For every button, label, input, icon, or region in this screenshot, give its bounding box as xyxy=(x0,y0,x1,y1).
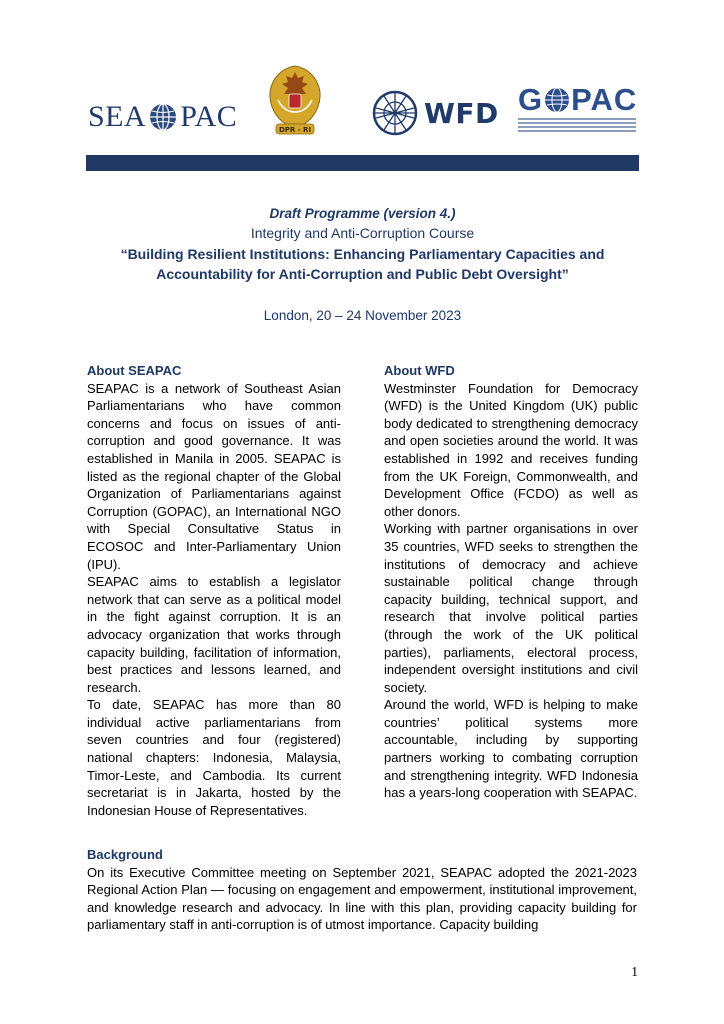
dateline: London, 20 – 24 November 2023 xyxy=(263,308,462,323)
gopac-logo xyxy=(518,84,640,134)
about-wfd-paragraph: Working with partner organisations in over 35 countries, WFD seeks to strengthen the institutions of democracy and achieve sustainable political change through capacity building, technical support, and research that involve political parties (through the work of the UK political parties), parliaments, electoral process, independent oversight institutions and civil society. xyxy=(384,521,638,695)
garuda-emblem-icon xyxy=(264,64,326,138)
title-line-2: Accountability for Anti-Corruption and Public Debt Oversight” xyxy=(156,266,569,282)
about-wfd-heading: About WFD xyxy=(384,363,455,378)
document-header xyxy=(86,206,639,324)
title-line-1: “Building Resilient Institutions: Enhancing Parliamentary Capacities and xyxy=(120,246,605,262)
background-section xyxy=(87,846,637,934)
seapac-logo-right: PAC xyxy=(180,100,238,133)
logo-row xyxy=(86,64,639,144)
gopac-globe-icon xyxy=(544,87,570,113)
draft-label: Draft Programme (version 4.) xyxy=(269,206,456,221)
seapac-logo xyxy=(88,100,237,134)
about-wfd-section xyxy=(384,362,638,802)
gopac-tagline-lines xyxy=(518,118,640,132)
gopac-logo-g: G xyxy=(518,82,544,117)
background-heading: Background xyxy=(87,847,163,862)
about-seapac-paragraph: To date, SEAPAC has more than 80 individual active parliamentarians from seven countries and four (registered) national chapters: Indonesia, Malaysia, Timor-Leste, and Cambodia. Its current secretariat is in Jakarta, hosted by the Indonesian House of Representatives. xyxy=(87,697,341,818)
wfd-logo-text: WFD xyxy=(424,96,499,130)
wfd-globe-icon xyxy=(372,90,418,136)
about-seapac-paragraph: SEAPAC is a network of Southeast Asian Parliamentarians who have common concerns and focus on issues of anti-corruption and good governance. It was established in Manila in 2005. SEAPAC is listed as the regional chapter of the Global Organization of Parliamentarians against Corruption (GOPAC), an International NGO with Special Consultative Status in ECOSOC and Inter-Parliamentary Union (IPU). xyxy=(87,380,341,572)
about-seapac-section xyxy=(87,362,341,819)
page-number: 1 xyxy=(631,964,638,979)
wfd-logo xyxy=(372,90,499,136)
background-paragraph: On its Executive Committee meeting on September 2021, SEAPAC adopted the 2021-2023 Regional Action Plan — focusing on engagement and empowerment, institutional improvement, and knowledge research and advocacy. In line with this plan, providing capacity building for parliamentary staff in anti-corruption is of utmost importance. Capacity building xyxy=(87,864,637,933)
dpr-label: DPR - RI xyxy=(278,126,312,134)
document-title xyxy=(86,244,639,284)
gopac-logo-rest: PAC xyxy=(571,82,638,117)
dpr-emblem-logo xyxy=(264,64,326,138)
about-seapac-heading: About SEAPAC xyxy=(87,363,182,378)
about-seapac-paragraph: SEAPAC aims to establish a legislator network that can serve as a political model in the fight against corruption. It is an advocacy organization that works through capacity building, facilitation of information, best practices and lessons learned, and research. xyxy=(87,574,341,695)
course-name: Integrity and Anti-Corruption Course xyxy=(250,225,475,241)
about-wfd-paragraph: Westminster Foundation for Democracy (WFD) is the United Kingdom (UK) public body dedicated to strengthening democracy and open societies around the world. It was established in 1992 and receives funding from the UK Foreign, Commonwealth, and Development Office (FCDO) as well as other donors. xyxy=(384,380,638,519)
header-divider-bar xyxy=(86,155,639,171)
about-wfd-paragraph: Around the world, WFD is helping to make countries’ political systems more accountable, including by supporting partners working to combating corruption and strengthening integrity. WFD Indonesia has a years-long cooperation with SEAPAC. xyxy=(384,697,638,801)
globe-icon xyxy=(148,102,178,132)
seapac-logo-left: SEA xyxy=(88,100,147,133)
